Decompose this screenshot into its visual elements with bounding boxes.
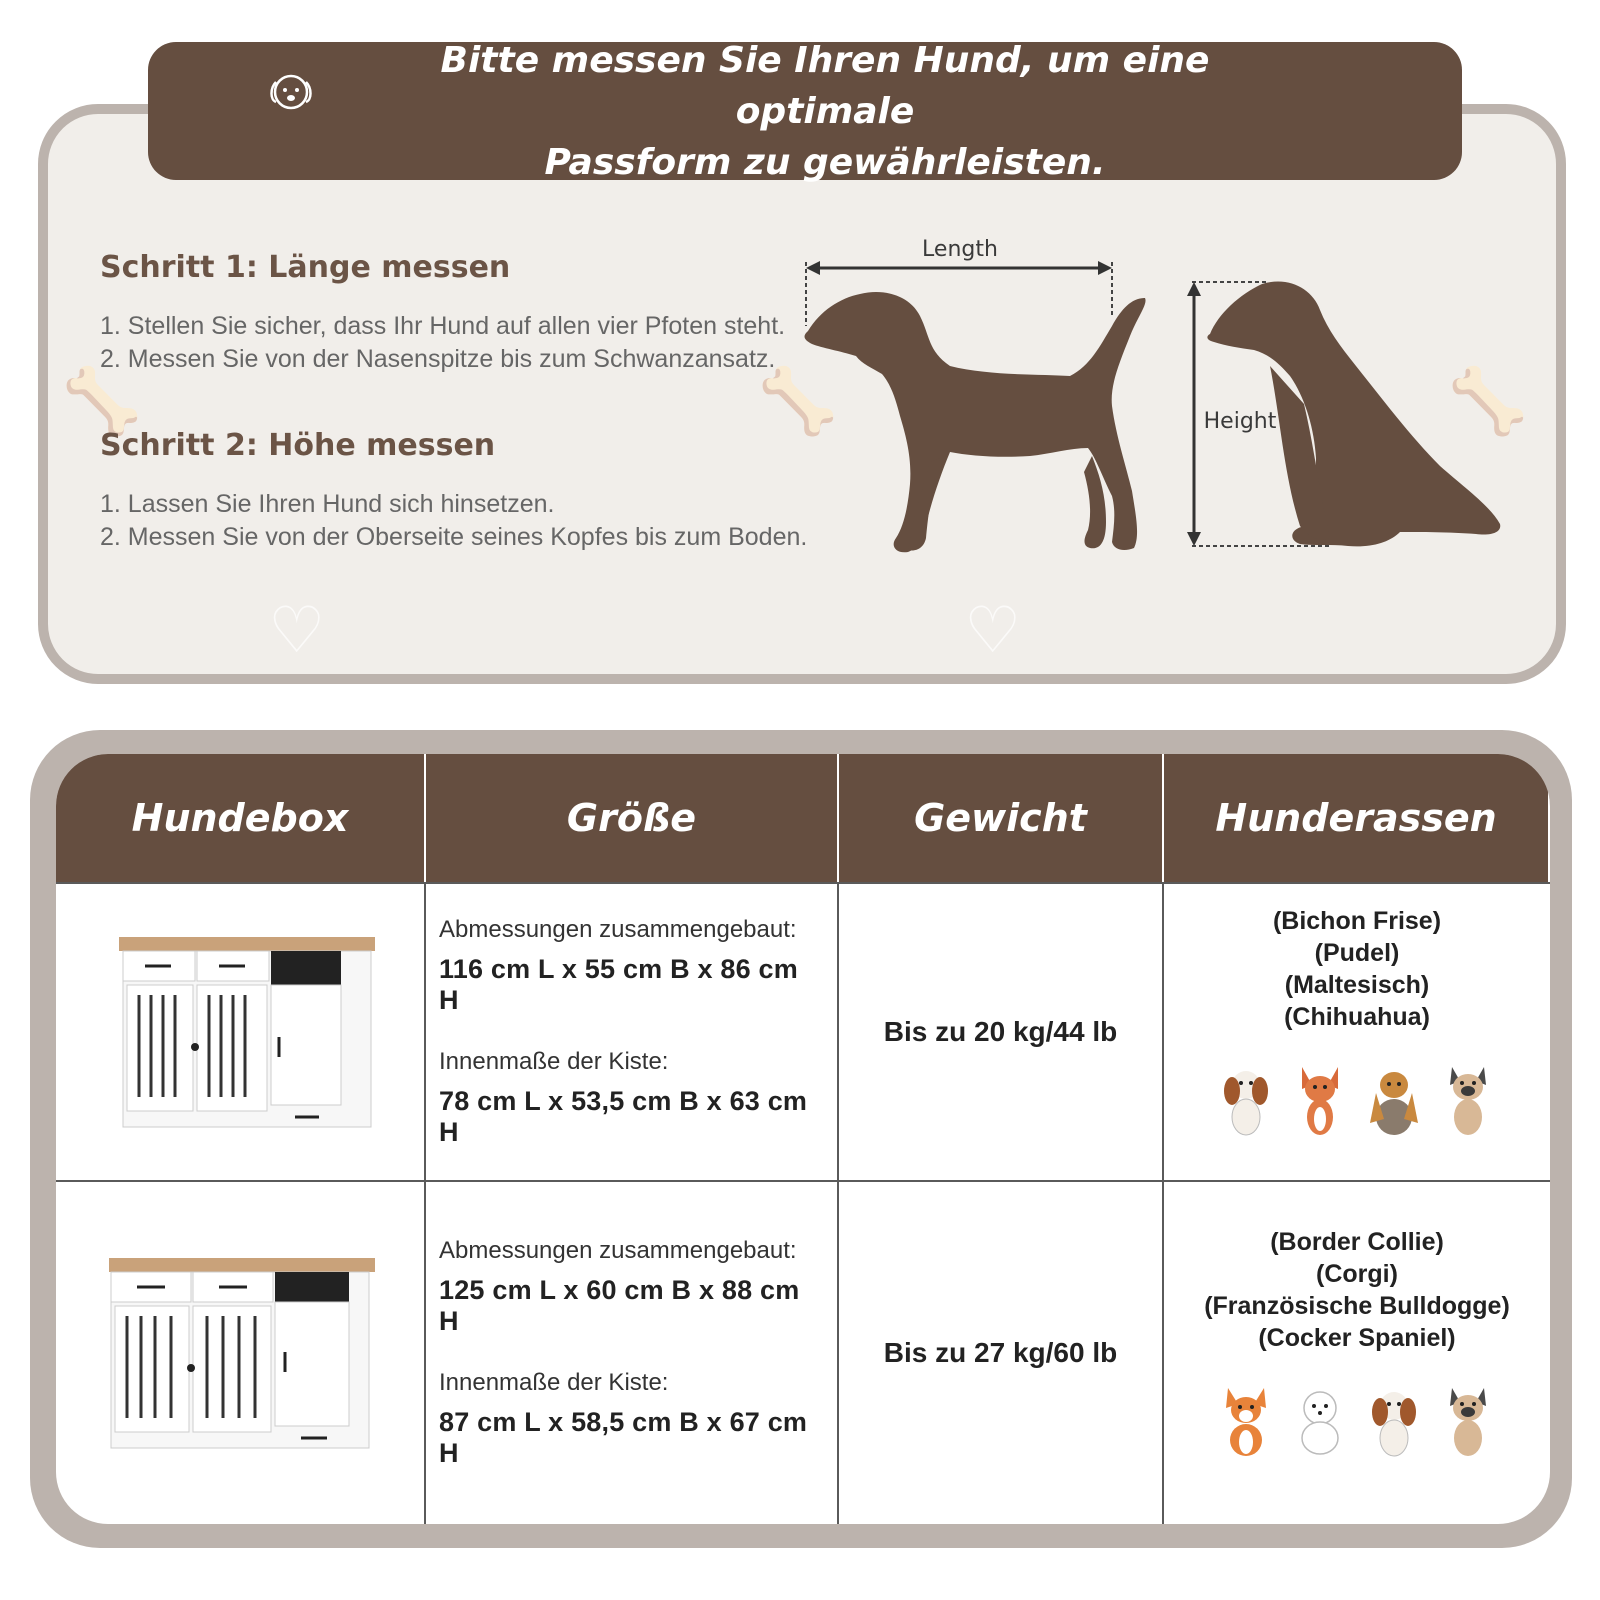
assembled-dimensions-label: Abmessungen zusammengebaut: <box>439 1237 797 1264</box>
step1-heading: Schritt 1: Länge messen <box>100 250 511 285</box>
breeds-cell-1 <box>1164 882 1550 1180</box>
breed-name: (Chihuahua) <box>1284 1003 1430 1031</box>
max-weight-value: Bis zu 20 kg/44 lb <box>883 1016 1118 1047</box>
size-table <box>56 754 1550 1524</box>
french-bulldog-icon <box>1438 1063 1498 1139</box>
header-hundebox: Hundebox <box>56 754 426 882</box>
step2-heading: Schritt 2: Höhe messen <box>100 428 496 463</box>
inner-dimensions-label: Innenmaße der Kiste: <box>439 1369 669 1396</box>
breed-illustrations <box>1216 1384 1498 1460</box>
step1-instruction-2: 2. Messen Sie von der Nasenspitze bis zum Schwanzansatz. <box>100 345 776 373</box>
breed-name: (Pudel) <box>1314 939 1400 967</box>
length-label: Length <box>922 237 998 262</box>
dog-face-icon <box>266 66 316 116</box>
breed-name: (Corgi) <box>1316 1260 1398 1288</box>
heart-doodle-icon: ♡ <box>268 594 326 668</box>
breed-name: (Maltesisch) <box>1284 971 1430 999</box>
size-cell-2 <box>426 1180 839 1524</box>
dog-crate-furniture-icon <box>105 927 375 1137</box>
header-hunderassen: Hunderassen <box>1164 754 1550 882</box>
breed-name: (Border Collie) <box>1270 1228 1444 1256</box>
step1-instruction-1: 1. Stellen Sie sicher, dass Ihr Hund auf allen vier Pfoten steht. <box>100 312 786 340</box>
breed-name: (Bichon Frise) <box>1272 907 1442 935</box>
bone-doodle-icon: 🦴 <box>62 365 142 439</box>
step2-instruction-1: 1. Lassen Sie Ihren Hund sich hinsetzen. <box>100 490 555 518</box>
breed-illustrations <box>1216 1063 1498 1139</box>
inner-dimensions-value: 78 cm L x 53,5 cm B x 63 cm H <box>439 1086 808 1147</box>
bone-doodle-icon: 🦴 <box>758 365 838 439</box>
heart-doodle-icon: ♡ <box>964 594 1022 668</box>
corgi-icon <box>1216 1384 1276 1460</box>
cavalier-icon <box>1216 1063 1276 1139</box>
size-cell-1 <box>426 882 839 1180</box>
dog-crate-furniture-icon <box>90 1248 390 1458</box>
assembled-dimensions-value: 125 cm L x 60 cm B x 88 cm H <box>439 1275 800 1336</box>
breed-name: (Cocker Spaniel) <box>1258 1324 1456 1352</box>
assembled-dimensions-value: 116 cm L x 55 cm B x 86 cm H <box>439 954 798 1015</box>
standing-dog-icon <box>805 292 1146 552</box>
assembled-dimensions-label: Abmessungen zusammengebaut: <box>439 916 797 943</box>
bichon-icon <box>1290 1384 1350 1460</box>
crate-image-large <box>56 1180 426 1524</box>
max-weight-value: Bis zu 27 kg/60 lb <box>883 1337 1118 1368</box>
title-banner <box>148 39 1462 183</box>
breed-list <box>1273 905 1441 1033</box>
cavalier-icon <box>1364 1384 1424 1460</box>
weight-cell-1 <box>839 882 1164 1180</box>
weight-cell-2 <box>839 1180 1164 1524</box>
breeds-cell-2 <box>1164 1180 1550 1524</box>
bone-doodle-icon: 🦴 <box>1448 365 1528 439</box>
breed-name: (Französische Bulldogge) <box>1204 1292 1510 1320</box>
height-label: Height <box>1203 409 1277 434</box>
header-groesse: Größe <box>426 754 839 882</box>
dog-measurement-diagram <box>800 226 1540 586</box>
header-gewicht: Gewicht <box>839 754 1164 882</box>
chihuahua-icon <box>1290 1063 1350 1139</box>
crate-image-small <box>56 882 426 1180</box>
page-title <box>305 35 1305 188</box>
step2-instruction-2: 2. Messen Sie von der Oberseite seines Kopfes bis zum Boden. <box>100 523 808 551</box>
inner-dimensions-value: 87 cm L x 58,5 cm B x 67 cm H <box>439 1407 808 1468</box>
inner-dimensions-label: Innenmaße der Kiste: <box>439 1048 669 1075</box>
breed-list <box>1204 1226 1510 1354</box>
title-line-1: Bitte messen Sie Ihren Hund, um eine optimale <box>440 39 1210 132</box>
french-bulldog-icon <box>1438 1384 1498 1460</box>
yorkie-icon <box>1364 1063 1424 1139</box>
title-line-2: Passform zu gewährleisten. <box>544 141 1106 183</box>
